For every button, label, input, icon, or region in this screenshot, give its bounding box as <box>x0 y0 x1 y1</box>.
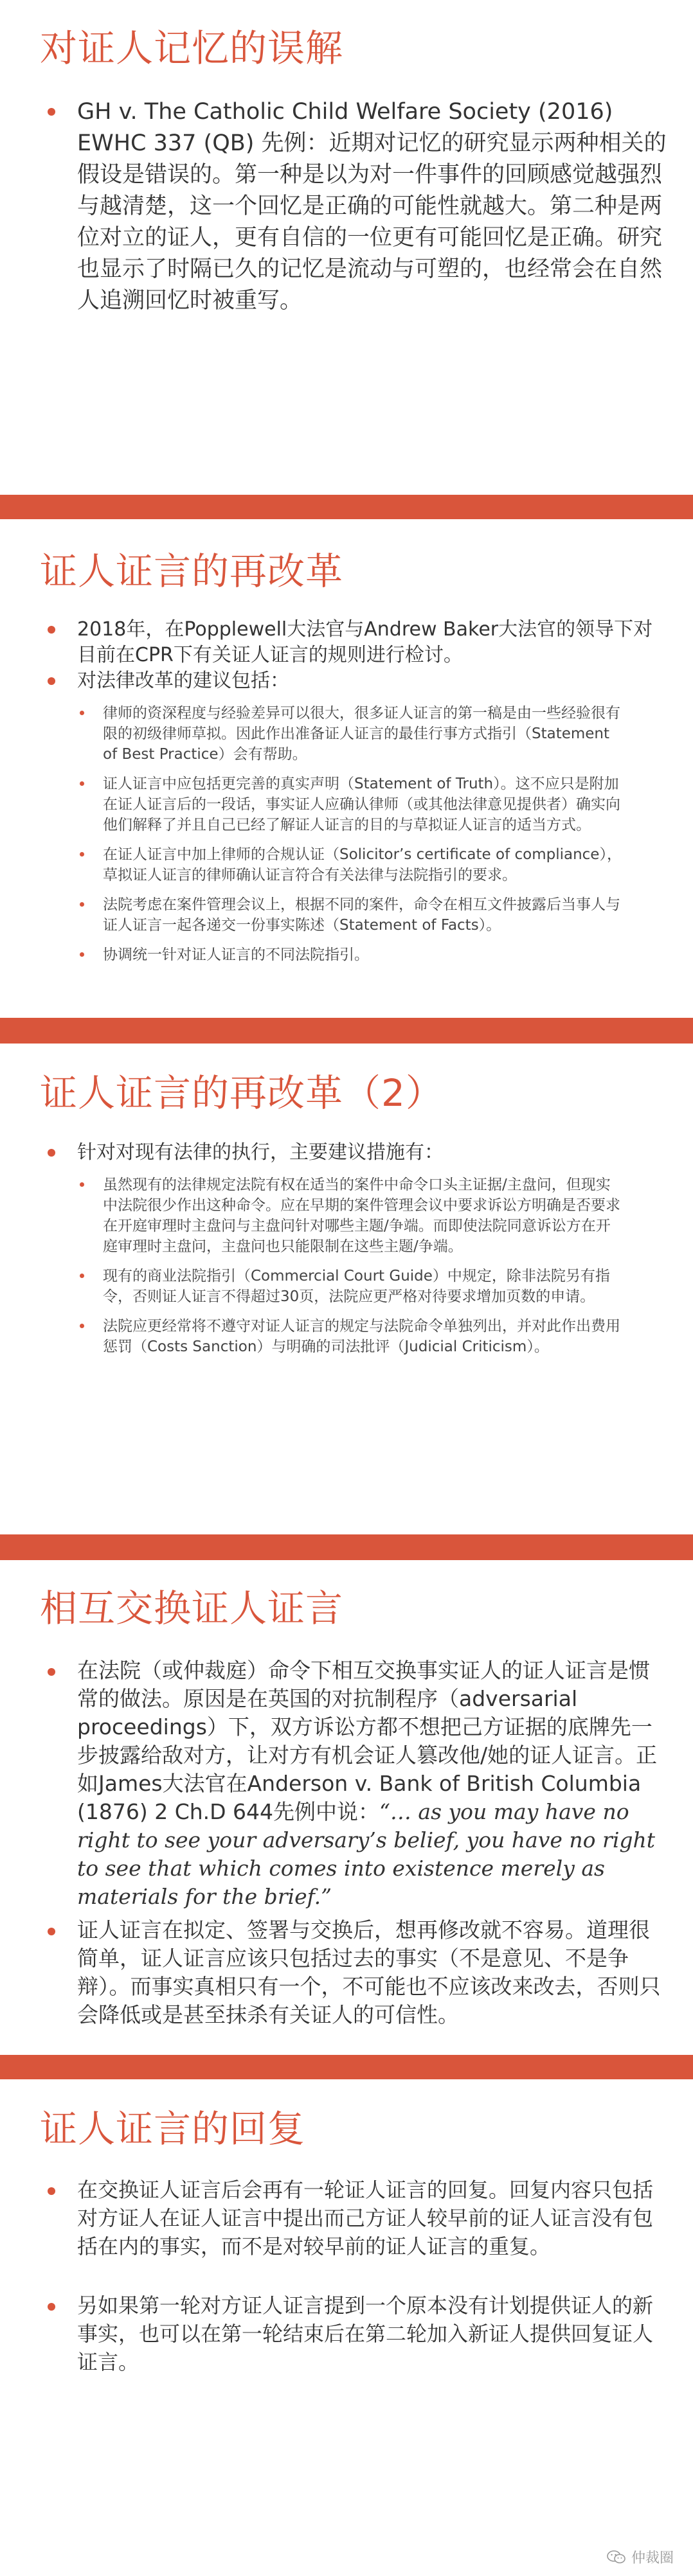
section-divider <box>0 1534 693 1560</box>
slide-reply <box>0 2079 693 2576</box>
section-divider <box>0 495 693 519</box>
sub-bullet-item: 现有的商业法院指引（Commercial Court Guide）中规定，除非法院另有指令，否则证人证言不得超过30页，法院应更严格对待要求增加页数的申请。 <box>76 1266 624 1307</box>
slide-reform-2 <box>0 1044 693 1534</box>
bullet-item: 针对对现有法律的执行，主要建议措施有： <box>45 1140 669 1166</box>
bullet-item: GH v. The Catholic Child Welfare Society (2016) EWHC 337 (QB) 先例：近期对记忆的研究显示两种相关的假设是错误的。第一种是以为对一件事件的回顾感觉越强烈与越清楚，这一个回忆是正确的可能性就越大。第二种是两位对立的证人，更有自信的一位更有可能回忆是正确。研究也显示了时隔已久的记忆是流动与可塑的，也经常会在自然人追溯回忆时被重写。 <box>45 96 669 317</box>
sub-bullet-item: 证人证言中应包括更完善的真实声明（Statement of Truth）。这不应只是附加在证人证言后的一段话，事实证人应确认律师（或其他法律意见提供者）确实向他们解释了并且自己已经了解证人证言的目的与草拟证人证言的适当方式。 <box>76 774 624 835</box>
sub-bullet-item: 法院考虑在案件管理会议上，根据不同的案件，命令在相互文件披露后当事人与证人证言一起各递交一份事实陈述（Statement of Facts）。 <box>76 894 624 936</box>
bullet-text: 在法院（或仲裁庭）命令下相互交换事实证人的证人证言是惯常的做法。原因是在英国的对抗制程序（adversarial proceedings）下，双方诉讼方都不想把己方证据的底牌先一步披露给敌对方，让对方有机会证人篡改他/她的证人证言。正如James大法官在Anderson v. Bank of British Columbia (1876) 2 Ch.D 644先例中说： <box>77 1658 658 1824</box>
slide-memory-misconceptions <box>0 0 693 495</box>
bullet-item: 对法律改革的建议包括： <box>45 668 669 694</box>
slide-title: 证人证言的再改革 <box>40 549 344 593</box>
sub-bullet-item: 协调统一针对证人证言的不同法院指引。 <box>76 945 624 965</box>
section-divider <box>0 2055 693 2079</box>
sub-bullet-item: 虽然现有的法律规定法院有权在适当的案件中命令口头主证据/主盘问，但现实中法院很少作出这种命令。应在早期的案件管理会议中要求诉讼方明确是否要求在开庭审理时主盘问与主盘问针对哪些主题/争端。而即使法院同意诉讼方在开庭审理时主盘问，主盘问也只能限制在这些主题/争端。 <box>76 1175 624 1257</box>
sub-bullet-item: 法院应更经常将不遵守对证人证言的规定与法院命令单独列出，并对此作出费用惩罚（Costs Sanction）与明确的司法批评（Judicial Criticism）。 <box>76 1316 624 1357</box>
slide-title: 证人证言的再改革（2） <box>40 1071 444 1115</box>
sub-bullet-item: 律师的资深程度与经验差异可以很大，很多证人证言的第一稿是由一些经验很有限的初级律师草拟。因此作出准备证人证言的最佳行事方式指引（Statement of Best Practice）会有帮助。 <box>76 703 624 765</box>
bullet-item <box>45 1657 669 1911</box>
watermark <box>607 2547 674 2567</box>
slide-title: 对证人记忆的误解 <box>40 26 344 70</box>
bullet-item: 2018年，在Popplewell大法官与Andrew Baker大法官的领导下对目前在CPR下有关证人证言的规则进行检讨。 <box>45 617 669 668</box>
slide-title: 证人证言的回复 <box>40 2107 306 2151</box>
quote-text: “… as you may have no right to see your adversary’s belief, you have no right to see that which comes into existence merely as materials for the brief.” <box>77 1799 656 1909</box>
slide-title: 相互交换证人证言 <box>40 1586 344 1630</box>
bullet-item: 另如果第一轮对方证人证言提到一个原本没有计划提供证人的新事实，也可以在第一轮结束后在第二轮加入新证人提供回复证人证言。 <box>45 2291 669 2376</box>
wechat-icon <box>607 2550 626 2564</box>
section-divider <box>0 1018 693 1044</box>
bullet-item: 证人证言在拟定、签署与交换后，想再修改就不容易。道理很简单，证人证言应该只包括过去的事实（不是意见、不是争辩）。而事实真相只有一个，不可能也不应该改来改去，否则只会降低或是甚至抹杀有关证人的可信性。 <box>45 1916 669 2029</box>
bullet-list <box>45 617 662 965</box>
bullet-item: 在交换证人证言后会再有一轮证人证言的回复。回复内容只包括对方证人在证人证言中提出而己方证人较早前的证人证言没有包括在内的事实，而不是对较早前的证人证言的重复。 <box>45 2176 669 2261</box>
bullet-list <box>45 1140 662 1357</box>
sub-bullet-item: 在证人证言中加上律师的合规认证（Solicitor’s certificate of compliance），草拟证人证言的律师确认证言符合有关法律与法院指引的要求。 <box>76 844 624 885</box>
watermark-text: 仲裁圈 <box>631 2550 674 2566</box>
bullet-list <box>45 2176 669 2376</box>
bullet-list <box>45 1657 669 2029</box>
slide-reform-1 <box>0 519 693 1018</box>
slide-exchange <box>0 1560 693 2055</box>
bullet-list <box>45 96 669 317</box>
